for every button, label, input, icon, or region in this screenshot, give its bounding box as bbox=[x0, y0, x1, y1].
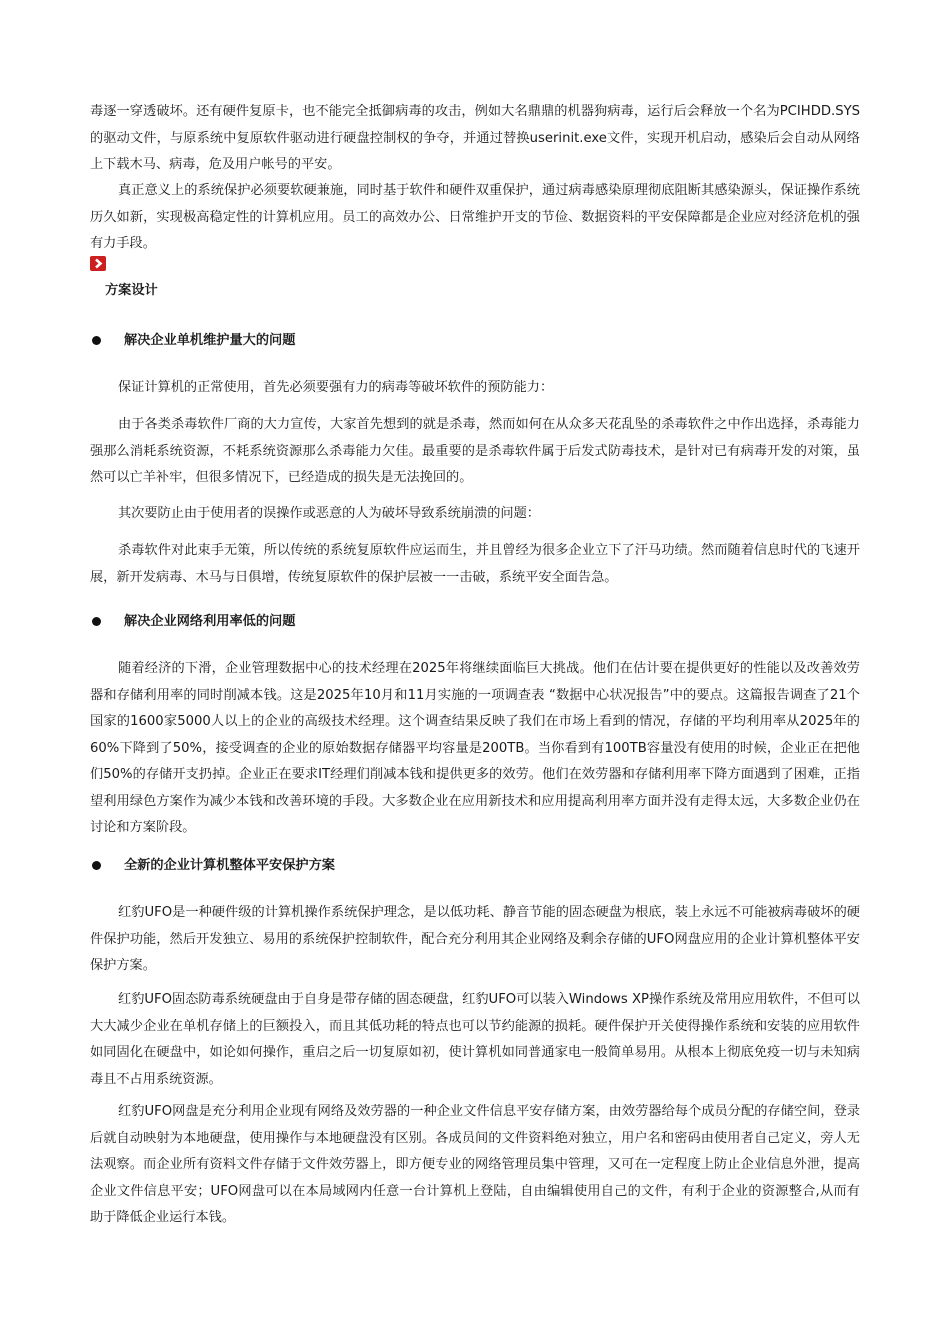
bullet-icon bbox=[92, 617, 101, 626]
section-1-heading-text: 解决企业单机维护量大的问题 bbox=[124, 333, 296, 348]
section-3-paragraph-1: 红豹UFO是一种硬件级的计算机操作系统保护理念，是以低功耗、静音节能的固态硬盘为根底，装上永远不可能被病毒破坏的硬件保护功能，然后开发独立、易用的系统保护控制软件，配合充分利用其企业网络及剩余存储的UFO网盘应用的企业计算机整体平安保护方案。 bbox=[90, 905, 860, 973]
bullet-icon bbox=[92, 861, 101, 870]
section-title: 方案设计 bbox=[105, 283, 158, 298]
section-3-paragraph-3: 红豹UFO网盘是充分利用企业现有网络及效劳器的一种企业文件信息平安存储方案，由效劳器给每个成员分配的存储空间，登录后就自动映射为本地硬盘，使用操作与本地硬盘没有区别。各成员间的文件资料绝对独立，用户名和密码由使用者自己定义，旁人无法观察。而企业所有资料文件存储于文件效劳器上，即方便专业的网络管理员集中管理，又可在一定程度上防止企业信息外泄，提高企业文件信息平安；UFO网盘可以在本局域网内任意一台计算机上登陆，自由编辑使用自己的文件，有利于企业的资源整合,从而有助于降低企业运行本钱。 bbox=[90, 1104, 860, 1225]
intro-paragraph-2: 真正意义上的系统保护必须要软硬兼施，同时基于软件和硬件双重保护，通过病毒感染原理彻底阻断其感染源头，保证操作系统历久如新，实现极高稳定性的计算机应用。员工的高效办公、日常维护开支的节俭、数据资料的平安保障都是企业应对经济危机的强有力手段。 bbox=[90, 183, 860, 251]
section-1-paragraph-2: 由于各类杀毒软件厂商的大力宣传，大家首先想到的就是杀毒，然而如何在从众多天花乱坠的杀毒软件之中作出选择，杀毒能力强那么消耗系统资源，不耗系统资源那么杀毒能力欠佳。最重要的是杀毒软件属于后发式防毒技术，是针对已有病毒开发的对策，虽然可以亡羊补牢，但很多情况下，已经造成的损失是无法挽回的。 bbox=[90, 417, 860, 485]
chevron-right-icon bbox=[90, 256, 106, 271]
section-1-paragraph-4: 杀毒软件对此束手无策，所以传统的系统复原软件应运而生，并且曾经为很多企业立下了汗马功绩。然而随着信息时代的飞速开展，新开发病毒、木马与日俱增，传统复原软件的保护层被一一击破，系统平安全面告急。 bbox=[90, 543, 860, 585]
bullet-icon bbox=[92, 336, 101, 345]
section-3-paragraph-2: 红豹UFO固态防毒系统硬盘由于自身是带存储的固态硬盘，红豹UFO可以装入Windows XP操作系统及常用应用软件，不但可以大大减少企业在单机存储上的巨额投入，而且其低功耗的特点也可以节约能源的损耗。硬件保护开关使得操作系统和安装的应用软件如同固化在硬盘中，如论如何操作，重启之后一切复原如初，使计算机如同普通家电一般简单易用。从根本上彻底免疫一切与未知病毒且不占用系统资源。 bbox=[90, 992, 860, 1087]
section-2-heading-text: 解决企业网络利用率低的问题 bbox=[124, 614, 296, 629]
section-1-paragraph-1: 保证计算机的正常使用，首先必须要强有力的病毒等破坏软件的预防能力： bbox=[118, 380, 554, 395]
section-1-paragraph-3: 其次要防止由于使用者的误操作或恶意的人为破坏导致系统崩溃的问题： bbox=[118, 506, 540, 521]
intro-paragraph-1: 毒逐一穿透破坏。还有硬件复原卡，也不能完全抵御病毒的攻击，例如大名鼎鼎的机器狗病毒，运行后会释放一个名为PCIHDD.SYS的驱动文件，与原系统中复原软件驱动进行硬盘控制权的争夺，并通过替换userinit.exe文件，实现开机启动，感染后会自动从网络上下载木马、病毒，危及用户帐号的平安。 bbox=[90, 104, 860, 172]
section-2-paragraph-1: 随着经济的下滑，企业管理数据中心的技术经理在2025年将继续面临巨大挑战。他们在估计要在提供更好的性能以及改善效劳器和存储利用率的同时削减本钱。这是2025年10月和11月实施的一项调查表 “数据中心状况报告”中的要点。这篇报告调查了21个国家的1600家5000人以上的企业的高级技术经理。这个调查结果反映了我们在市场上看到的情况，存储的平均利用率从2025年的60%下降到了50%，接受调查的企业的原始数据存储器平均容量是200TB。当你看到有100TB容量没有使用的时候，企业正在把他们50%的存储开支扔掉。企业正在要求IT经理们削减本钱和提供更多的效劳。他们在效劳器和存储利用率下降方面遇到了困难，正指望利用绿色方案作为减少本钱和改善环境的手段。大多数企业在应用新技术和应用提高利用率方面并没有走得太远，大多数企业仍在讨论和方案阶段。 bbox=[90, 661, 860, 835]
section-3-heading-text: 全新的企业计算机整体平安保护方案 bbox=[124, 858, 335, 873]
